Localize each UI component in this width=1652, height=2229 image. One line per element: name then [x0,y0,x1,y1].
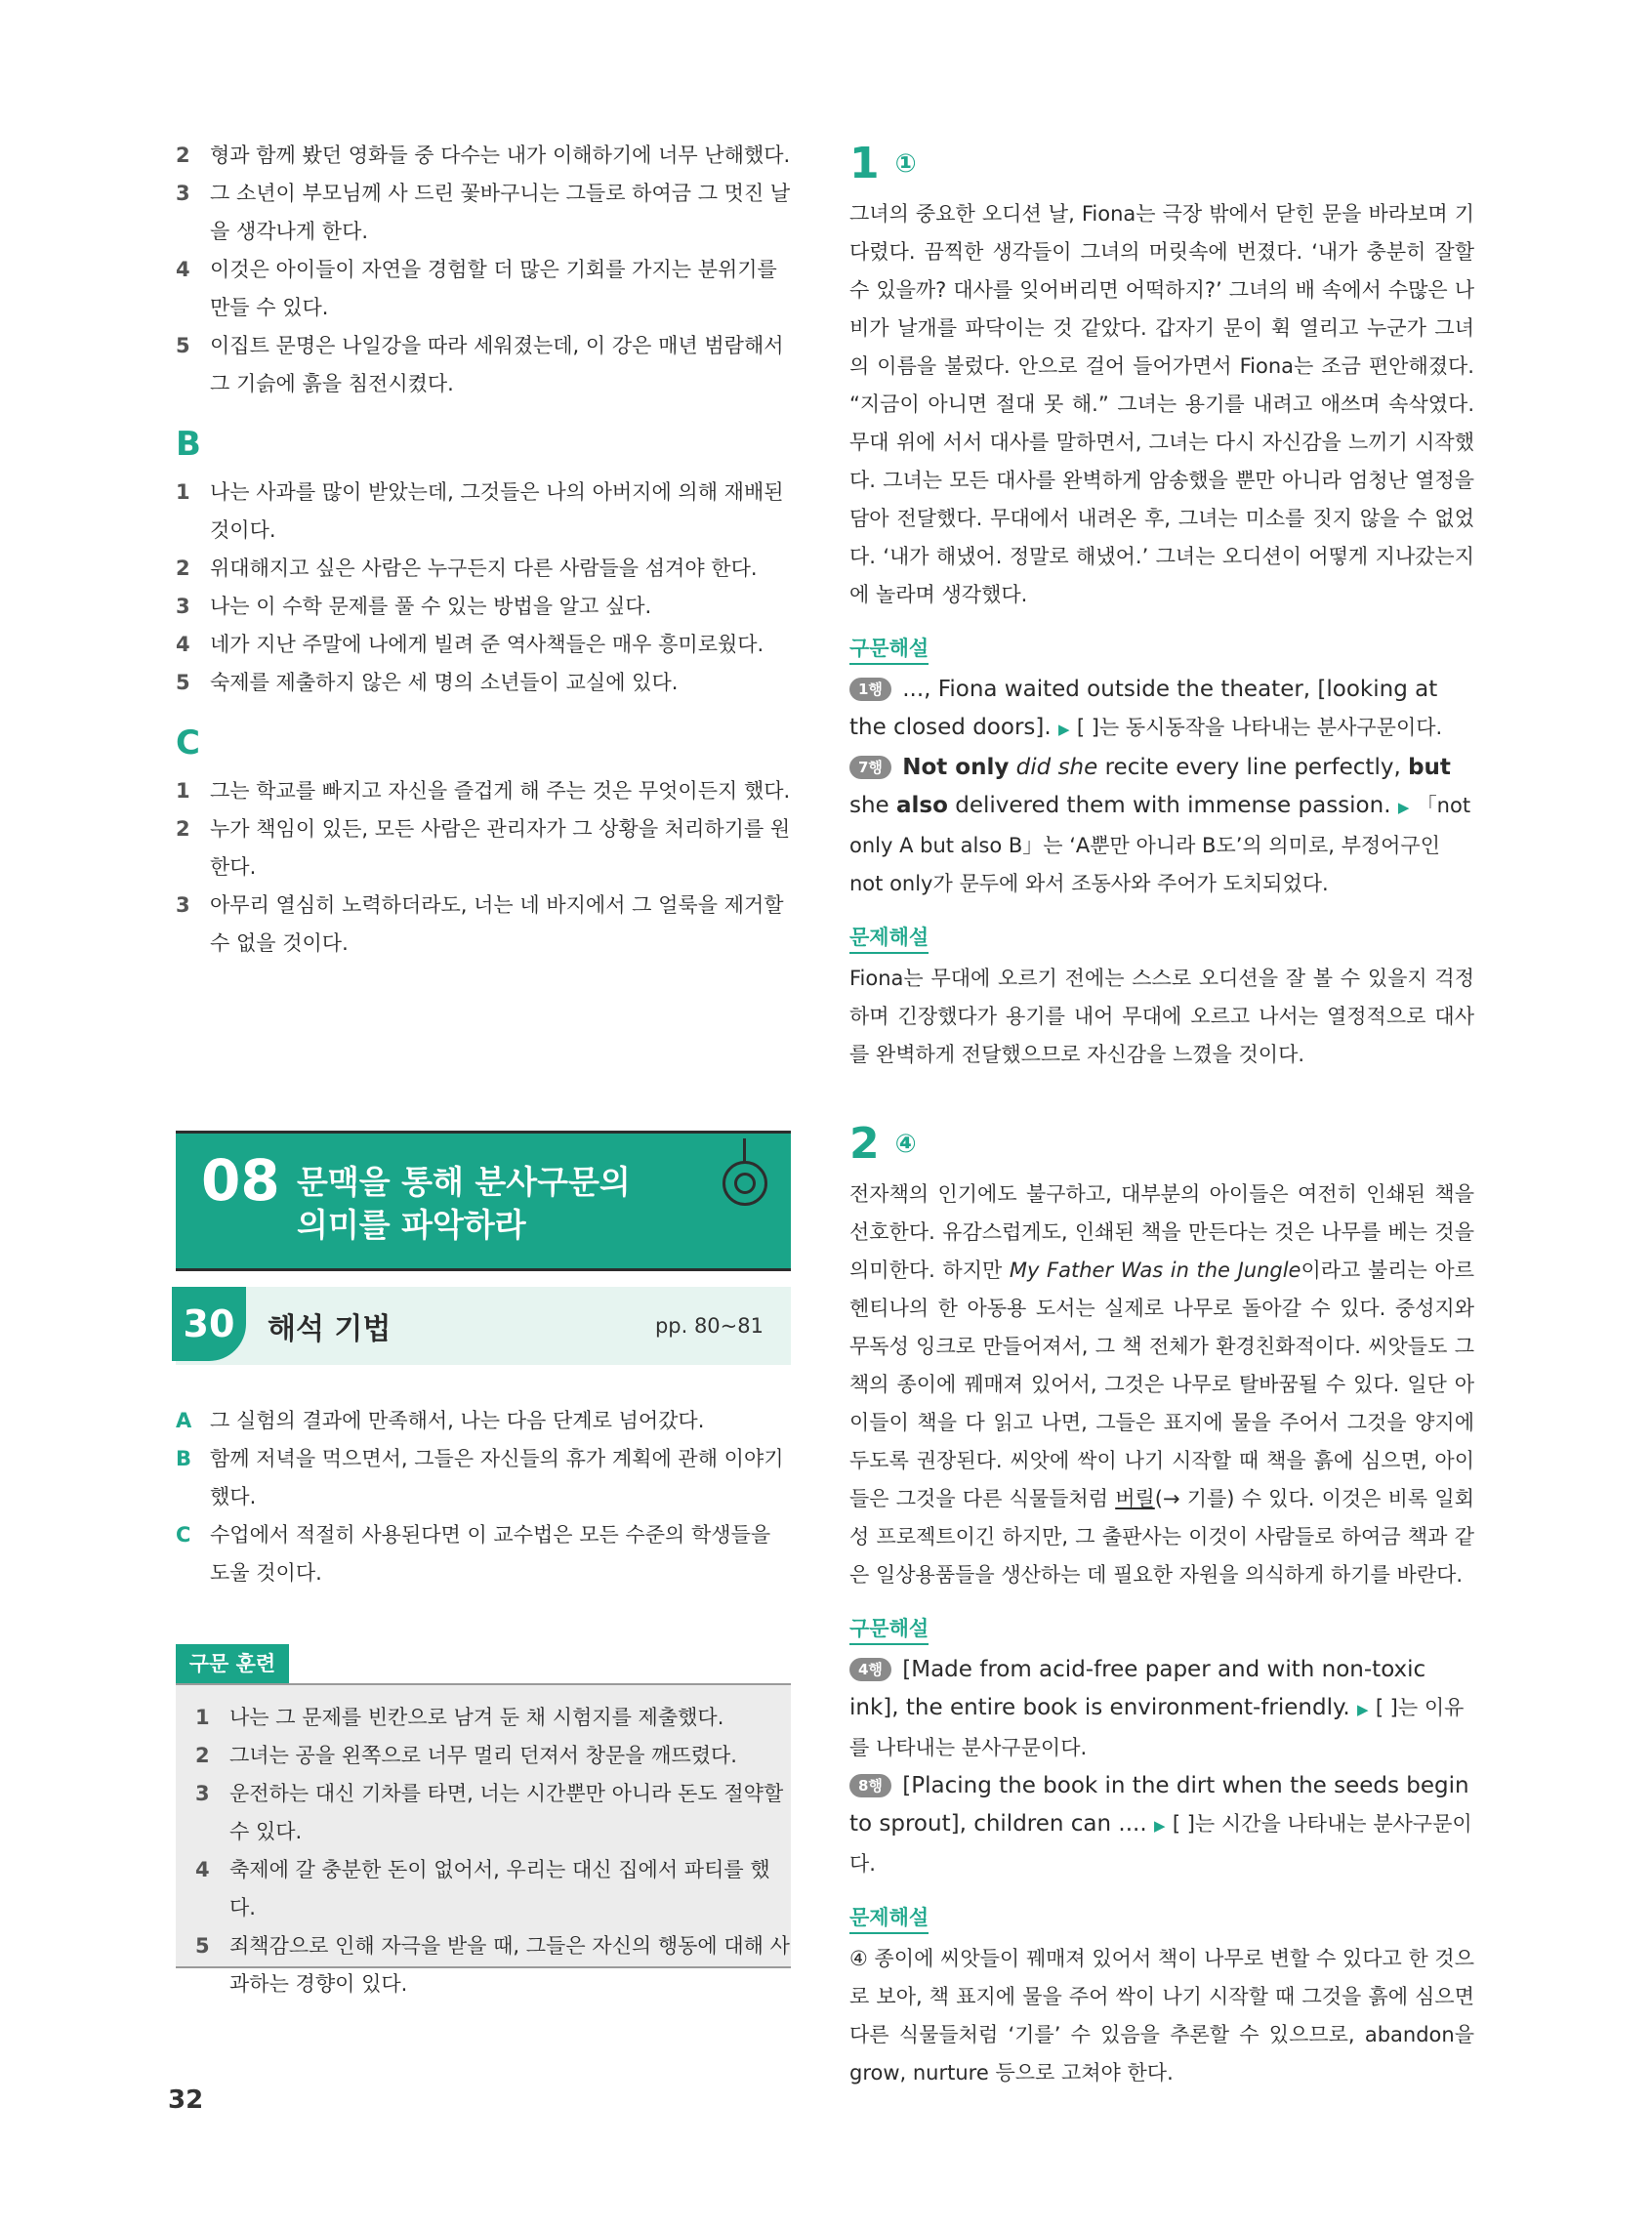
item-number: 5 [195,1934,210,1958]
item-text: 아무리 열심히 노력하더라도, 너는 네 바지에서 그 얼룩을 제거할 수 없을 것이다. [210,893,784,955]
line-pill: 8행 [849,1774,891,1797]
list-item [176,137,791,175]
item-text: 그 실험의 결과에 만족해서, 나는 다음 단계로 넘어갔다. [210,1409,705,1432]
translation-part: 이라고 불리는 아르헨티나의 한 아동용 도서는 실제로 나무로 돌아갈 수 있다. 중성지와 무독성 잉크로 만들어져서, 그 책 전체가 환경친화적이다. 씨앗들도 그 책의 종이에 꿰매져 있어서, 그것은 나무로 탈바꿈될 수 있다. 일단 아이들이 책을 다 읽고 나면, 그들은 표지에 물을 주어서 그것을 양지에 두도록 권장된다. 씨앗에 싹이 나기 시작할 때 책을 흙에 심으면, 아이들은 그것을 다른 식물들처럼 [849,1259,1474,1510]
item-text: 그녀는 공을 왼쪽으로 너무 멀리 던져서 창문을 깨뜨렸다. [229,1744,737,1767]
left-column [176,137,791,963]
item-text: 축제에 갈 충분한 돈이 없어서, 우리는 대신 집에서 파티를 했다. [229,1858,770,1919]
item-text: 수업에서 적절히 사용된다면 이 교수법은 모든 수준의 학생들을 도울 것이다. [210,1523,771,1585]
item-letter: C [176,1523,191,1547]
grammar-sentence: ..., Fiona waited outside the theater, [looking at the closed doors]. [849,677,1438,740]
list-item [176,251,791,327]
item-letter: A [176,1409,192,1432]
list-item [195,1775,791,1851]
grammar-italic: did she [1015,755,1098,780]
item-number: 3 [176,595,190,618]
chapter-title-line2: 의미를 파악하라 [297,1206,526,1244]
grammar-explanation: [ ]는 이유를 나타내는 분사구문이다. [849,1696,1465,1759]
grammar-note [849,1651,1474,1767]
item-number: 1 [195,1706,210,1729]
item-number: 2 [195,1744,210,1767]
answer-1-translation: 그녀의 중요한 오디션 날, Fiona는 극장 밖에서 닫힌 문을 바라보며 기다렸다. 끔찍한 생각들이 그녀의 머릿속에 번졌다. ‘내가 충분히 잘할 수 있을까? 대사를 잊어버리면 어떡하지?’ 그녀의 배 속에서 수많은 나비가 날개를 파닥이는 것 같았다. 갑자기 문이 휙 열리고 누군가 그녀의 이름을 불렀다. 안으로 걸어 들어가면서 Fiona는 조금 편안해졌다. “지금이 아니면 절대 못 해.” 그녀는 용기를 내려고 애쓰며 속삭였다. 무대 위에 서서 대사를 말하면서, 그녀는 다시 자신감을 느끼기 시작했다. 그녀는 모든 대사를 완벽하게 암송했을 뿐만 아니라 엄청난 열정을 담아 전달했다. 무대에서 내려온 후, 그녀는 미소를 짓지 않을 수 없었다. ‘내가 해냈어. 정말로 해냈어.’ 그녀는 오디션이 어떻게 지나갔는지에 놀라며 생각했다. [849,202,1474,606]
lesson-header [176,1287,791,1365]
triangle-icon: ▶ [1153,1817,1166,1835]
item-number: 4 [176,633,190,656]
page-number: 32 [168,2085,204,2115]
answer-2-heading [849,1117,1474,1172]
problem-explanation: ④ 종이에 씨앗들이 꿰매져 있어서 책이 나무로 변할 수 있다고 한 것으로 보아, 책 표지에 물을 주어 싹이 나기 시작할 때 그것을 흙에 심으면 다른 식물들처럼 ‘기를’ 수 있음을 추론할 수 있으므로, abandon을 grow, nurture 등으로 고쳐야 한다. [849,1947,1474,2085]
chapter-banner [176,1131,791,1271]
item-number: 2 [176,144,190,167]
item-number: 4 [195,1858,210,1881]
list-item [176,626,791,664]
item-number: 3 [195,1782,210,1805]
triangle-icon: ▶ [1397,799,1410,816]
example-list [176,1402,791,1592]
triangle-icon: ▶ [1356,1701,1369,1718]
line-pill: 4행 [849,1658,891,1681]
grammar-sentence: [Made from acid-free paper and with non-toxic ink], the entire book is environment-friendly. [849,1657,1426,1720]
list-item [176,1516,791,1592]
item-text: 이집트 문명은 나일강을 따라 세워졌는데, 이 강은 매년 범람해서 그 기슭에 흙을 침전시켰다. [210,334,784,395]
item-text: 숙제를 제출하지 않은 세 명의 소년들이 교실에 있다. [210,671,679,694]
answer-1-heading [849,137,1474,191]
item-text: 나는 그 문제를 빈칸으로 남겨 둔 채 시험지를 제출했다. [229,1706,724,1729]
grammar-explanation: [ ]는 시간을 나타내는 분사구문이다. [849,1812,1472,1876]
answer-number: 2 [849,1119,880,1169]
lesson-number: 30 [172,1287,246,1361]
answer-number: 1 [849,139,880,188]
translation-part: 수 있다. 이것은 비록 일회성 프로젝트이긴 하지만, 그 출판사는 이것이 사람들로 하여금 책과 같은 일상용품들을 생산하는 데 필요한 자원을 의식하게 하기를 바란다. [849,1487,1474,1587]
item-text: 함께 저녁을 먹으면서, 그들은 자신들의 휴가 계획에 관해 이야기했다. [210,1447,784,1508]
item-number: 2 [176,817,190,841]
underlined-word: 버릴 [1115,1487,1155,1510]
grammar-label: 구문해설 [849,634,929,665]
grammar-sentence: delivered them with immense passion. [955,793,1391,818]
item-text: 운전하는 대신 기차를 타면, 너는 시간뿐만 아니라 돈도 절약할 수 있다. [229,1782,784,1843]
book-title: My Father Was in the Jungle [1009,1259,1301,1282]
right-column [849,137,1474,2092]
list-item [176,1402,791,1440]
grammar-explanation: [ ]는 동시동작을 나타내는 분사구문이다. [1076,716,1443,739]
lesson-title: 해석 기법 [268,1312,392,1346]
item-letter: B [176,1447,192,1470]
list-item [176,772,791,810]
problem-label: 문제해설 [849,923,929,954]
list-item [176,474,791,550]
list-item [176,327,791,403]
item-text: 나는 사과를 많이 받았는데, 그것들은 나의 아버지에 의해 재배된 것이다. [210,480,784,542]
item-text: 그는 학교를 빠지고 자신을 즐겁게 해 주는 것은 무엇이든지 했다. [210,779,791,803]
item-number: 3 [176,182,190,205]
chapter-number: 08 [201,1147,280,1214]
answer-2-translation [849,1176,1474,1594]
grammar-note [849,1767,1474,1883]
list-item [176,887,791,963]
chapter-title [297,1161,631,1247]
list-item [176,1440,791,1516]
grammar-bold: also [896,793,948,818]
item-text: 그 소년이 부모님께 사 드린 꽃바구니는 그들로 하여금 그 멋진 날을 생각나게 한다. [210,182,791,243]
correction-arrow: (→ 기를) [1154,1487,1235,1510]
answer-choice: ④ [894,1130,917,1159]
item-text: 죄책감으로 인해 자극을 받을 때, 그들은 자신의 행동에 대해 사과하는 경향이 있다. [229,1934,790,1996]
lesson-pages: pp. 80~81 [654,1314,764,1338]
grammar-note [849,749,1474,903]
grammar-label: 구문해설 [849,1614,929,1645]
item-text: 위대해지고 싶은 사람은 누구든지 다른 사람들을 섬겨야 한다. [210,557,758,580]
grammar-bold: but [1408,755,1451,780]
grammar-sentence: she [849,793,889,818]
drill-tag: 구문 훈련 [176,1644,289,1683]
triangle-icon: ▶ [1058,721,1070,738]
translation-part: 전자책의 인기에도 불구하고, 대부분의 아이들은 여전히 인쇄된 책을 선호한다. 유감스럽게도, 인쇄된 책을 만든다는 것은 나무를 베는 것을 의미한다. 하지만 [849,1182,1474,1282]
item-text: 네가 지난 주말에 나에게 빌려 준 역사책들은 매우 흥미로웠다. [210,633,764,656]
list-item [176,588,791,626]
section-letter-b: B [176,425,201,464]
problem-label: 문제해설 [849,1903,929,1934]
line-pill: 7행 [849,756,891,779]
compass-icon [723,1161,767,1206]
line-pill: 1행 [849,678,891,701]
item-text: 형과 함께 봤던 영화들 중 다수는 내가 이해하기에 너무 난해했다. [210,144,791,167]
list-item [176,664,791,702]
item-number: 5 [176,671,190,694]
grammar-sentence: recite every line perfectly, [1104,755,1401,780]
item-number: 1 [176,480,190,504]
item-text: 이것은 아이들이 자연을 경험할 더 많은 기회를 가지는 분위기를 만들 수 있다. [210,258,777,319]
grammar-sentence: [Placing the book in the dirt when the seeds begin to sprout], children can .... [849,1773,1469,1837]
list-item [176,810,791,887]
drill-box [176,1683,791,1996]
item-number: 3 [176,893,190,917]
grammar-note [849,671,1474,749]
answer-choice: ① [894,149,917,179]
item-text: 누가 책임이 있든, 모든 사람은 관리자가 그 상황을 처리하기를 원한다. [210,817,791,879]
compass-inner-ring [734,1173,756,1194]
section-letter-c: C [176,723,200,763]
grammar-explanation: 「not only A but also B」는 ‘A뿐만 아니라 B도’의 의미로, 부정어구인 not only가 문두에 와서 조동사와 주어가 도치되었다. [849,794,1471,895]
list-item [176,550,791,588]
list-item [195,1851,791,1927]
item-number: 5 [176,334,190,357]
list-item [176,175,791,251]
item-number: 4 [176,258,190,281]
list-item [195,1699,791,1737]
chapter-title-line1: 문맥을 통해 분사구문의 [297,1163,631,1201]
list-item [195,1737,791,1775]
item-text: 나는 이 수학 문제를 풀 수 있는 방법을 알고 싶다. [210,595,652,618]
item-number: 1 [176,779,190,803]
problem-explanation: Fiona는 무대에 오르기 전에는 스스로 오디션을 잘 볼 수 있을지 걱정하며 긴장했다가 용기를 내어 무대에 오르고 나서는 열정적으로 대사를 완벽하게 전달했으므로 자신감을 느꼈을 것이다. [849,967,1474,1066]
item-number: 2 [176,557,190,580]
grammar-bold: Not only [902,755,1010,780]
list-item [195,1927,791,2003]
